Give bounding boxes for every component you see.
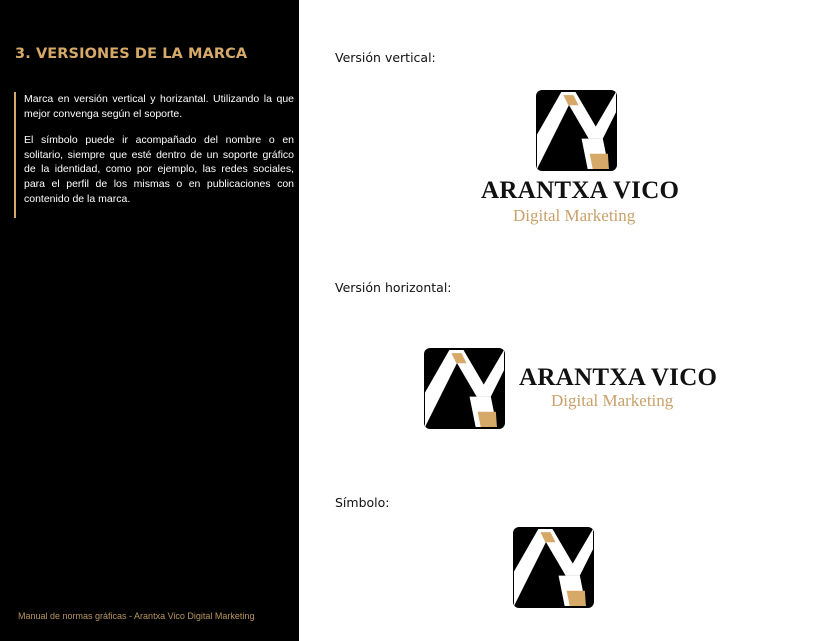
sidebar-panel <box>0 0 299 641</box>
description-paragraph-1: Marca en versión vertical y horizantal. Utilizando la que mejor convenga según el soporte. <box>24 93 294 120</box>
brand-tagline-vertical: Digital Marketing <box>513 206 636 225</box>
description-block <box>14 92 294 218</box>
symbol-label: Símbolo: <box>335 495 390 510</box>
brand-logo-icon-vertical <box>536 90 617 171</box>
footer-text: Manual de normas gráficas - Arantxa Vico Digital Marketing <box>18 611 255 621</box>
brand-tagline-horizontal: Digital Marketing <box>551 391 674 410</box>
brand-symbol-icon <box>513 527 594 608</box>
section-title: 3. VERSIONES DE LA MARCA <box>15 46 248 62</box>
vertical-version-label: Versión vertical: <box>335 50 436 65</box>
description-paragraph-2: El símbolo puede ir acompañado del nombre o en solitario, siempre que esté dentro de un soporte gráfico de la identidad, como por ejemplo, las redes sociales, para el perfil de los mismas o en publicaciones con contenido de la marca. <box>24 134 294 205</box>
horizontal-version-label: Versión horizontal: <box>335 280 452 295</box>
brand-name-vertical: ARANTXA VICO <box>481 177 680 204</box>
brand-logo-icon-horizontal <box>424 348 505 429</box>
brand-name-horizontal: ARANTXA VICO <box>519 364 718 391</box>
